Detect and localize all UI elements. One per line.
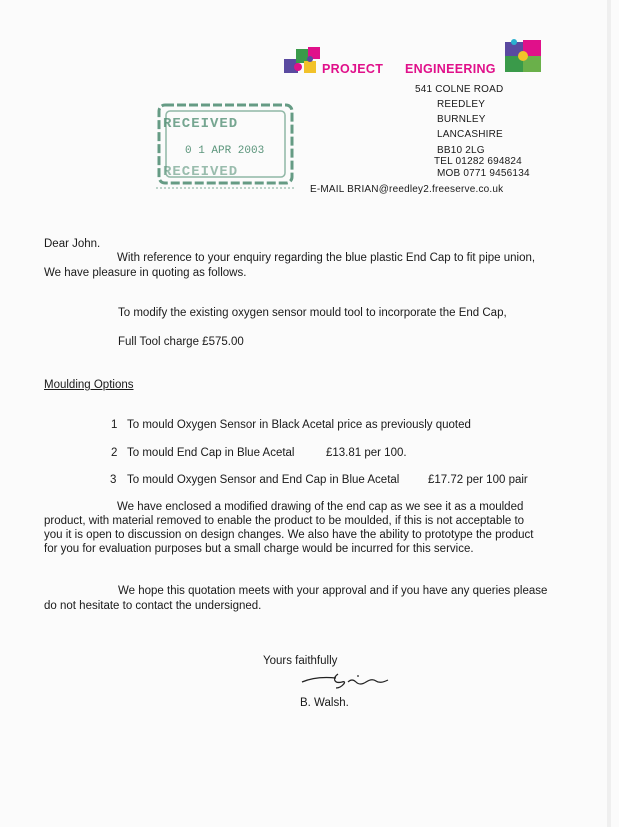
stamp-word-top: RECEIVED	[163, 116, 239, 132]
address-line-2: REEDLEY	[437, 99, 486, 110]
option-3-number: 3	[110, 474, 117, 486]
moulding-options-heading: Moulding Options	[44, 379, 134, 391]
signature	[296, 668, 396, 692]
paragraph-2-line-2: do not hesitate to contact the undersigned.	[44, 600, 262, 612]
paragraph-1-line-2: product, with material removed to enable the product to be moulded, if this is not acceptable to	[44, 515, 525, 527]
address-postcode: BB10 2LG	[437, 145, 485, 156]
option-3-text: To mould Oxygen Sensor and End Cap in Blue Acetal	[127, 474, 400, 486]
intro-line-2: We have pleasure in quoting as follows.	[44, 267, 247, 279]
company-name-part1: PROJECT	[322, 62, 384, 76]
telephone: TEL 01282 694824	[434, 156, 522, 167]
paragraph-1-line-1: We have enclosed a modified drawing of the end cap as we see it as a moulded	[117, 501, 524, 513]
stamp-date: 0 1 APR 2003	[185, 145, 265, 157]
option-1-number: 1	[111, 419, 118, 431]
address-line-3: BURNLEY	[437, 114, 486, 125]
option-2-price: £13.81 per 100.	[326, 447, 407, 459]
address-line-4: LANCASHIRE	[437, 129, 503, 140]
option-2-text: To mould End Cap in Blue Acetal	[127, 447, 295, 459]
scan-edge	[607, 0, 611, 827]
address-line-1: 541 COLNE ROAD	[415, 84, 504, 95]
paragraph-2-line-1: We hope this quotation meets with your approval and if you have any queries please	[118, 585, 548, 597]
puzzle-logo-icon-left	[282, 45, 324, 79]
puzzle-logo-icon-right	[503, 38, 545, 74]
email: E-MAIL BRIAN@reedley2.freeserve.co.uk	[310, 184, 504, 195]
paragraph-1-line-3: you it is open to discussion on design changes. We also have the ability to prototype the product	[44, 529, 534, 541]
signatory-name: B. Walsh.	[300, 697, 349, 709]
stamp-word-bottom: RECEIVED	[163, 164, 239, 180]
modify-line: To modify the existing oxygen sensor mould tool to incorporate the End Cap,	[118, 307, 507, 319]
tool-charge: Full Tool charge £575.00	[118, 336, 244, 348]
company-name-part2: ENGINEERING	[405, 62, 496, 76]
paragraph-1-line-4: for you for evaluation purposes but a small charge would be incurred for this service.	[44, 543, 474, 555]
salutation: Dear John.	[44, 238, 101, 250]
option-3-price: £17.72 per 100 pair	[428, 474, 528, 486]
option-1-text: To mould Oxygen Sensor in Black Acetal price as previously quoted	[127, 419, 471, 431]
intro-line-1: With reference to your enquiry regarding the blue plastic End Cap to fit pipe union,	[117, 252, 536, 264]
closing: Yours faithfully	[263, 655, 338, 667]
mobile: MOB 0771 9456134	[437, 168, 530, 179]
option-2-number: 2	[111, 447, 118, 459]
